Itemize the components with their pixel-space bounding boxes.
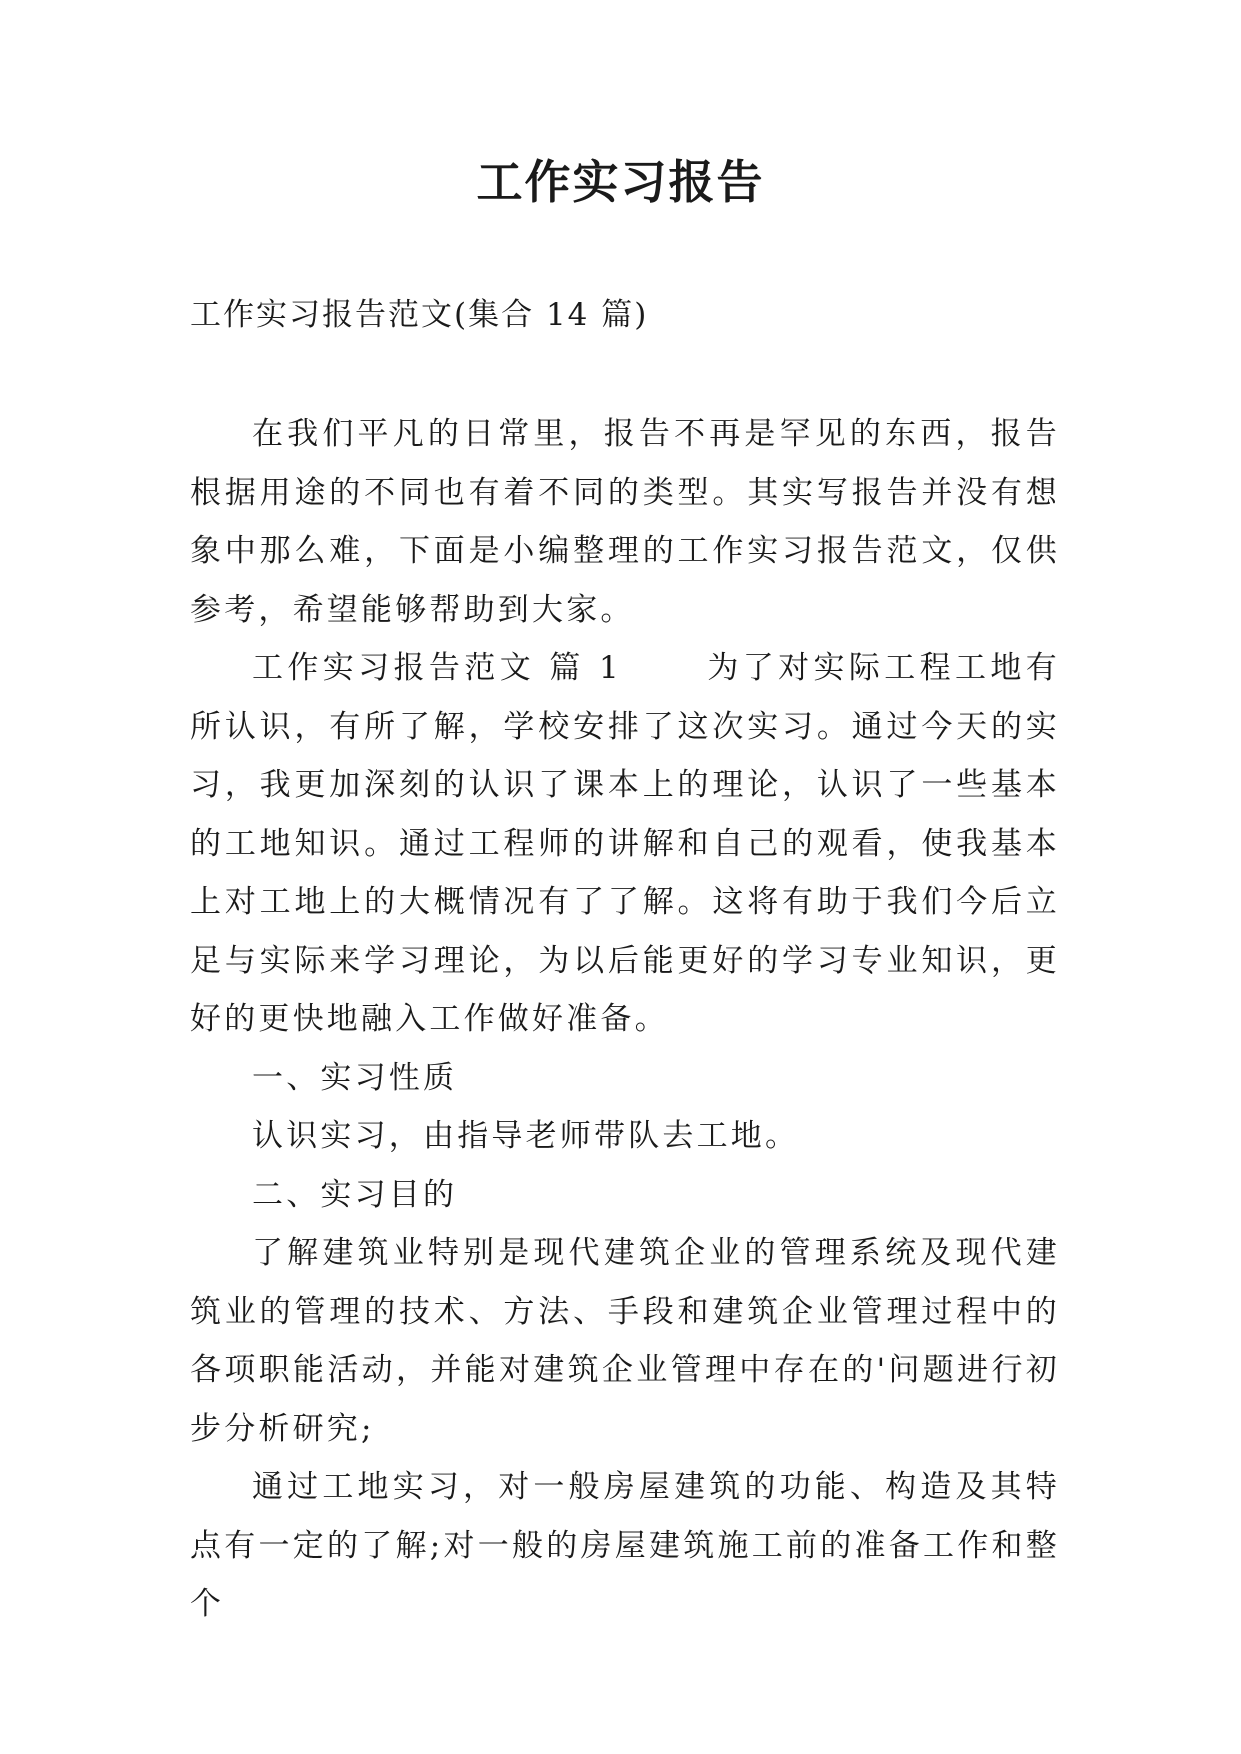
document-body bbox=[190, 405, 1060, 1634]
document-subtitle: 工作实习报告范文(集合 14 篇) bbox=[190, 297, 649, 333]
heading-gap bbox=[622, 650, 707, 686]
section-heading: 二、实习目的 bbox=[252, 1176, 458, 1213]
section-paragraph: 了解建筑业特别是现代建筑企业的管理系统及现代建筑业的管理的技术、方法、手段和建筑企业管理过程中的各项职能活动，并能对建筑企业管理中存在的'问题进行初步分析研究; bbox=[190, 1235, 1060, 1447]
section-paragraph: 认识实习，由指导老师带队去工地。 bbox=[252, 1118, 800, 1154]
article-paragraph bbox=[190, 639, 1060, 1049]
article-first-paragraph: 为了对实际工程工地有所认识，有所了解，学校安排了这次实习。通过今天的实习，我更加深刻的认识了课本上的理论，认识了一些基本的工地知识。通过工程师的讲解和自己的观看，使我基本上对工地上的大概情况有了了解。这将有助于我们今后立足与实际来学习理论，为以后能更好的学习专业知识，更好的更快地融入工作做好准备。 bbox=[190, 650, 1060, 1037]
section-heading: 一、实习性质 bbox=[252, 1059, 458, 1096]
section-paragraph: 通过工地实习，对一般房屋建筑的功能、构造及其特点有一定的了解;对一般的房屋建筑施工前的准备工作和整个 bbox=[190, 1469, 1060, 1622]
intro-paragraph: 在我们平凡的日常里，报告不再是罕见的东西，报告根据用途的不同也有着不同的类型。其实写报告并没有想象中那么难，下面是小编整理的工作实习报告范文，仅供参考，希望能够帮助到大家。 bbox=[190, 416, 1060, 628]
document-title: 工作实习报告 bbox=[476, 155, 765, 209]
article-heading: 工作实习报告范文 篇 1 bbox=[252, 650, 622, 686]
